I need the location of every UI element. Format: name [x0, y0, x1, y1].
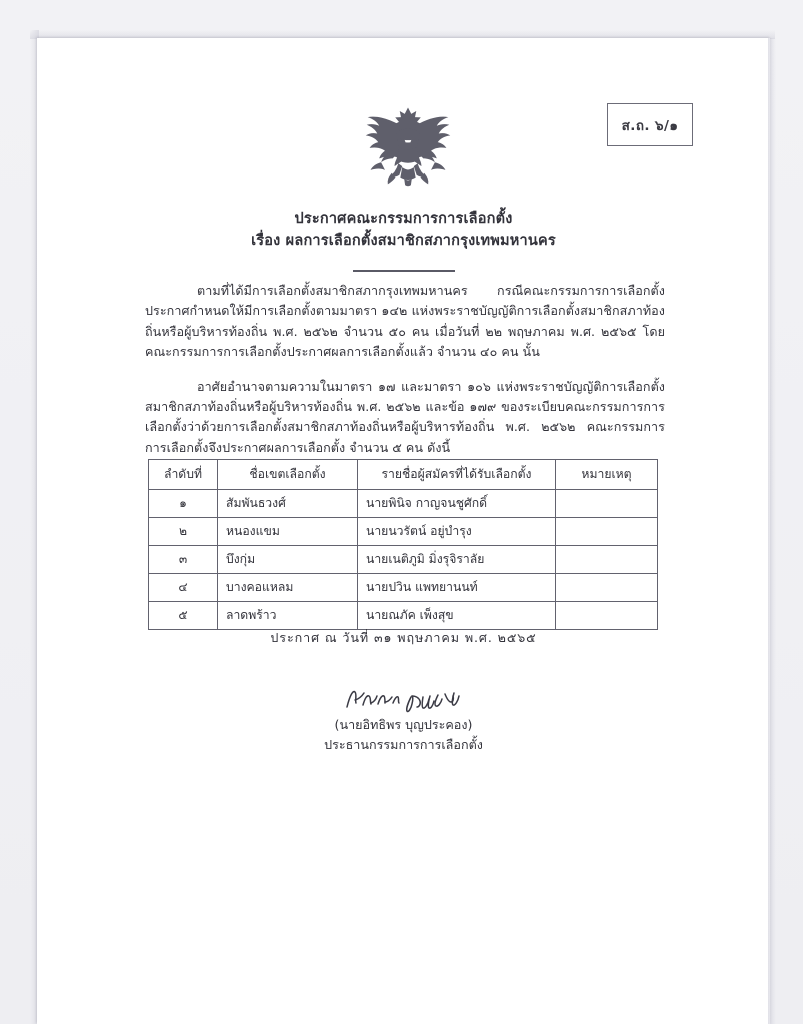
- table-row: [149, 602, 658, 630]
- cell-name: นายณภัค เพ็งสุข: [358, 602, 556, 630]
- cell-note: [556, 546, 658, 574]
- title-line-2: เรื่อง ผลการเลือกตั้งสมาชิกสภากรุงเทพมหานคร: [251, 233, 556, 250]
- cell-no: ๑: [149, 490, 218, 518]
- document-content: [37, 38, 770, 1024]
- column-header-note: หมายเหตุ: [556, 460, 658, 490]
- garuda-emblem: [357, 93, 458, 194]
- signatory-role: ประธานกรรมการการเลือกตั้ง: [324, 737, 483, 753]
- handwritten-signature-icon: [37, 683, 770, 713]
- document-title-block: [37, 208, 770, 272]
- cell-note: [556, 490, 658, 518]
- cell-note: [556, 602, 658, 630]
- table-row: [149, 490, 658, 518]
- cell-no: ๕: [149, 602, 218, 630]
- signature-block: [37, 683, 770, 755]
- cell-name: นายปวิน แพทยานนท์: [358, 574, 556, 602]
- cell-zone: สัมพันธวงศ์: [218, 490, 358, 518]
- column-header-zone: ชื่อเขตเลือกตั้ง: [218, 460, 358, 490]
- cell-no: ๓: [149, 546, 218, 574]
- cell-name: นายเนติภูมิ มิ่งรุจิราลัย: [358, 546, 556, 574]
- title-divider: [353, 270, 455, 272]
- cell-name: นายพินิจ กาญจนชูศักดิ์: [358, 490, 556, 518]
- form-code-label: ส.ถ. ๖/๑: [621, 117, 679, 134]
- column-header-name: รายชื่อผู้สมัครที่ได้รับเลือกตั้ง: [358, 460, 556, 490]
- election-results-table: [148, 459, 658, 630]
- cell-note: [556, 518, 658, 546]
- table-row: [149, 518, 658, 546]
- cell-no: ๒: [149, 518, 218, 546]
- announcement-date: ประกาศ ณ วันที่ ๓๑ พฤษภาคม พ.ศ. ๒๕๖๕: [270, 630, 537, 645]
- signatory-name: (นายอิทธิพร บุญประคอง): [334, 717, 473, 732]
- cell-zone: หนองแขม: [218, 518, 358, 546]
- cell-note: [556, 574, 658, 602]
- cell-no: ๔: [149, 574, 218, 602]
- document-body: [145, 281, 665, 458]
- paragraph-2: อาศัยอำนาจตามความในมาตรา ๑๗ และมาตรา ๑๐๖ แห่งพระราชบัญญัติการเลือกตั้งสมาชิกสภาท้องถิ่นหรือผู้บริหารท้องถิ่น พ.ศ. ๒๕๖๒ และข้อ ๑๗๙ ของระเบียบคณะกรรมการการเลือกตั้งว่าด้วยการเลือกตั้งสมาชิกสภาท้องถิ่นหรือผู้บริหารท้องถิ่น พ.ศ. ๒๕๖๒ คณะกรรมการการเลือกตั้งจึงประกาศผลการเลือกตั้ง จำนวน ๕ คน ดังนี้: [145, 378, 665, 455]
- paragraph-1: ตามที่ได้มีการเลือกตั้งสมาชิกสภากรุงเทพมหานคร กรณีคณะกรรมการการเลือกตั้งประกาศกำหนดให้มีการเลือกตั้งตามมาตรา ๑๔๒ แห่งพระราชบัญญัติการเลือกตั้งสมาชิกสภาท้องถิ่นหรือผู้บริหารท้องถิ่น พ.ศ. ๒๕๖๒ จำนวน ๕๐ คน เมื่อวันที่ ๒๒ พฤษภาคม พ.ศ. ๒๕๖๕ โดยคณะกรรมการการเลือกตั้งประกาศผลการเลือกตั้งแล้ว จำนวน ๔๐ คน นั้น: [145, 283, 665, 360]
- table-body: [149, 490, 658, 630]
- table-row: [149, 574, 658, 602]
- cell-name: นายนวรัตน์ อยู่บำรุง: [358, 518, 556, 546]
- table-header-row: [149, 460, 658, 490]
- column-header-no: ลำดับที่: [149, 460, 218, 490]
- title-line-1: ประกาศคณะกรรมการการเลือกตั้ง: [294, 211, 513, 227]
- cell-zone: ลาดพร้าว: [218, 602, 358, 630]
- cell-zone: บึงกุ่ม: [218, 546, 358, 574]
- table-row: [149, 546, 658, 574]
- form-code-box: [607, 103, 693, 146]
- cell-zone: บางคอแหลม: [218, 574, 358, 602]
